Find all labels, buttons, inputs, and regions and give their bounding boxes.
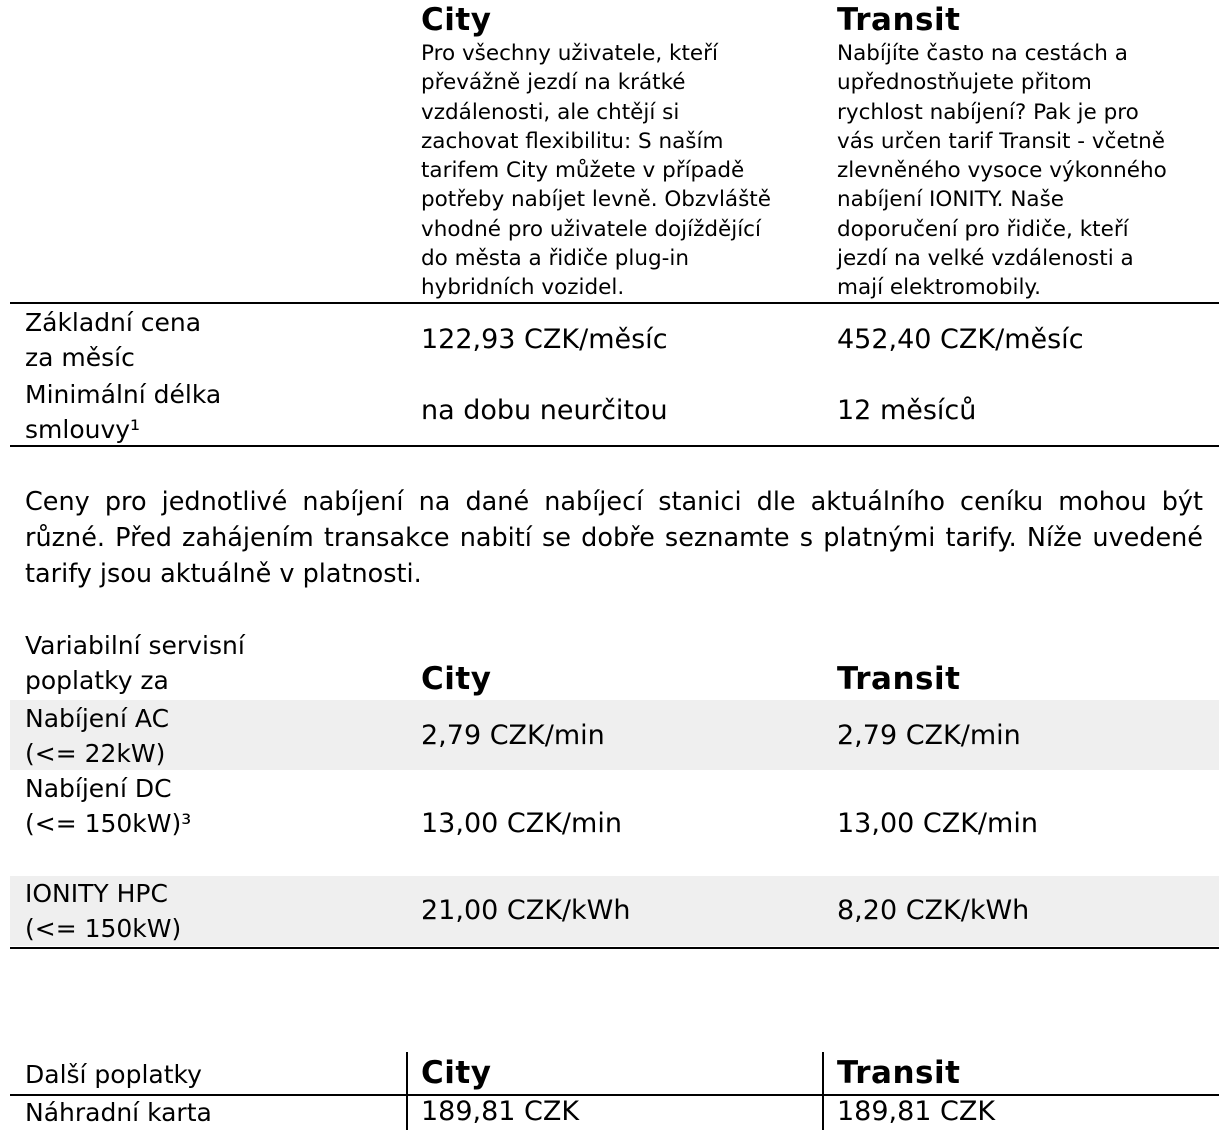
label-line: Náhradní karta	[25, 1098, 212, 1127]
other-transit-header: Transit	[837, 1055, 961, 1091]
label-line: Základní cena	[25, 308, 202, 337]
base-price-label	[25, 305, 201, 375]
replacement-card-label	[25, 1095, 212, 1130]
ionity-label	[25, 876, 181, 946]
city-dc-price: 13,00 CZK/min	[421, 808, 622, 839]
transit-description-line: zlevněného vysoce výkonného	[837, 158, 1167, 184]
transit-description-line: mají elektromobily.	[837, 275, 1041, 301]
label-line: Minimální délka	[25, 380, 222, 409]
transit-ac-price: 2,79 CZK/min	[837, 720, 1021, 751]
city-ac-price: 2,79 CZK/min	[421, 720, 605, 751]
label-line: (<= 150kW)	[25, 914, 182, 943]
variable-city-header: City	[421, 661, 492, 697]
transit-min-contract: 12 měsíců	[837, 395, 977, 426]
transit-plan-title: Transit	[837, 2, 961, 38]
min-contract-label	[25, 377, 221, 447]
city-description-line: tarifem City můžete v případě	[421, 158, 745, 184]
city-description-line: Pro všechny uživatele, kteří	[421, 41, 718, 66]
city-plan-description	[421, 39, 806, 303]
transit-description-line: vás určen tarif Transit - včetně	[837, 128, 1165, 154]
label-line: (<= 150kW)³	[25, 809, 192, 838]
label-line: poplatky za	[25, 666, 169, 695]
label-line: Další poplatky	[25, 1060, 202, 1089]
city-plan-title: City	[421, 2, 492, 38]
transit-description-line: rychlost nabíjení? Pak je pro	[837, 99, 1139, 125]
pricing-note: Ceny pro jednotlivé nabíjení na dané nabíjecí stanici dle aktuálního ceníku mohou být různé. Před zahájením transakce nabití se dobře seznamte s platnými tarify. Níže uvedené tarify jsou aktuálně v platnosti.	[25, 487, 1203, 589]
city-replacement-card-price: 189,81 CZK	[421, 1096, 580, 1127]
city-description-line: potřeby nabíjet levně. Obzvláště	[421, 187, 771, 213]
transit-plan-description	[837, 39, 1222, 303]
transit-description-line: doporučení pro řidiče, kteří	[837, 216, 1129, 242]
row-band	[10, 700, 1219, 770]
city-base-price: 122,93 CZK/měsíc	[421, 324, 668, 355]
column-divider	[822, 1052, 824, 1130]
city-description-line: vhodné pro uživatele dojíždějící	[421, 216, 761, 242]
transit-dc-price: 13,00 CZK/min	[837, 808, 1038, 839]
label-line: smlouvy¹	[25, 415, 141, 444]
other-fees-header	[25, 1057, 202, 1092]
label-line: IONITY HPC	[25, 879, 168, 908]
transit-ionity-price: 8,20 CZK/kWh	[837, 895, 1030, 926]
transit-description-line: nabíjení IONITY. Naše	[837, 187, 1065, 213]
label-line: (<= 22kW)	[25, 739, 166, 768]
city-description-line: hybridních vozidel.	[421, 275, 625, 301]
city-description-line: zachovat flexibilitu: S naším	[421, 128, 724, 154]
transit-description-line: Nabíjíte často na cestách a	[837, 41, 1128, 66]
dc-charging-label	[25, 771, 191, 841]
city-description-line: vzdálenosti, ale chtějí si	[421, 99, 680, 125]
city-description-line: převážně jezdí na krátké	[421, 70, 686, 96]
variable-fees-header	[25, 628, 245, 698]
city-description-line: do města a řidiče plug-in	[421, 246, 690, 272]
ac-charging-label	[25, 701, 169, 771]
other-city-header: City	[421, 1055, 492, 1091]
variable-transit-header: Transit	[837, 661, 961, 697]
city-min-contract: na dobu neurčitou	[421, 395, 668, 426]
label-line: Variabilní servisní	[25, 631, 245, 660]
table-rule	[10, 947, 1219, 949]
table-rule	[10, 302, 1219, 304]
table-rule	[10, 445, 1219, 447]
transit-replacement-card-price: 189,81 CZK	[837, 1096, 996, 1127]
label-line: za měsíc	[25, 343, 135, 372]
transit-description-line: jezdí na velké vzdálenosti a	[837, 246, 1134, 272]
column-divider	[406, 1052, 408, 1130]
transit-description-line: upřednostňujete přitom	[837, 70, 1092, 96]
transit-base-price: 452,40 CZK/měsíc	[837, 324, 1084, 355]
label-line: Nabíjení AC	[25, 704, 170, 733]
city-ionity-price: 21,00 CZK/kWh	[421, 895, 631, 926]
label-line: Nabíjení DC	[25, 774, 172, 803]
